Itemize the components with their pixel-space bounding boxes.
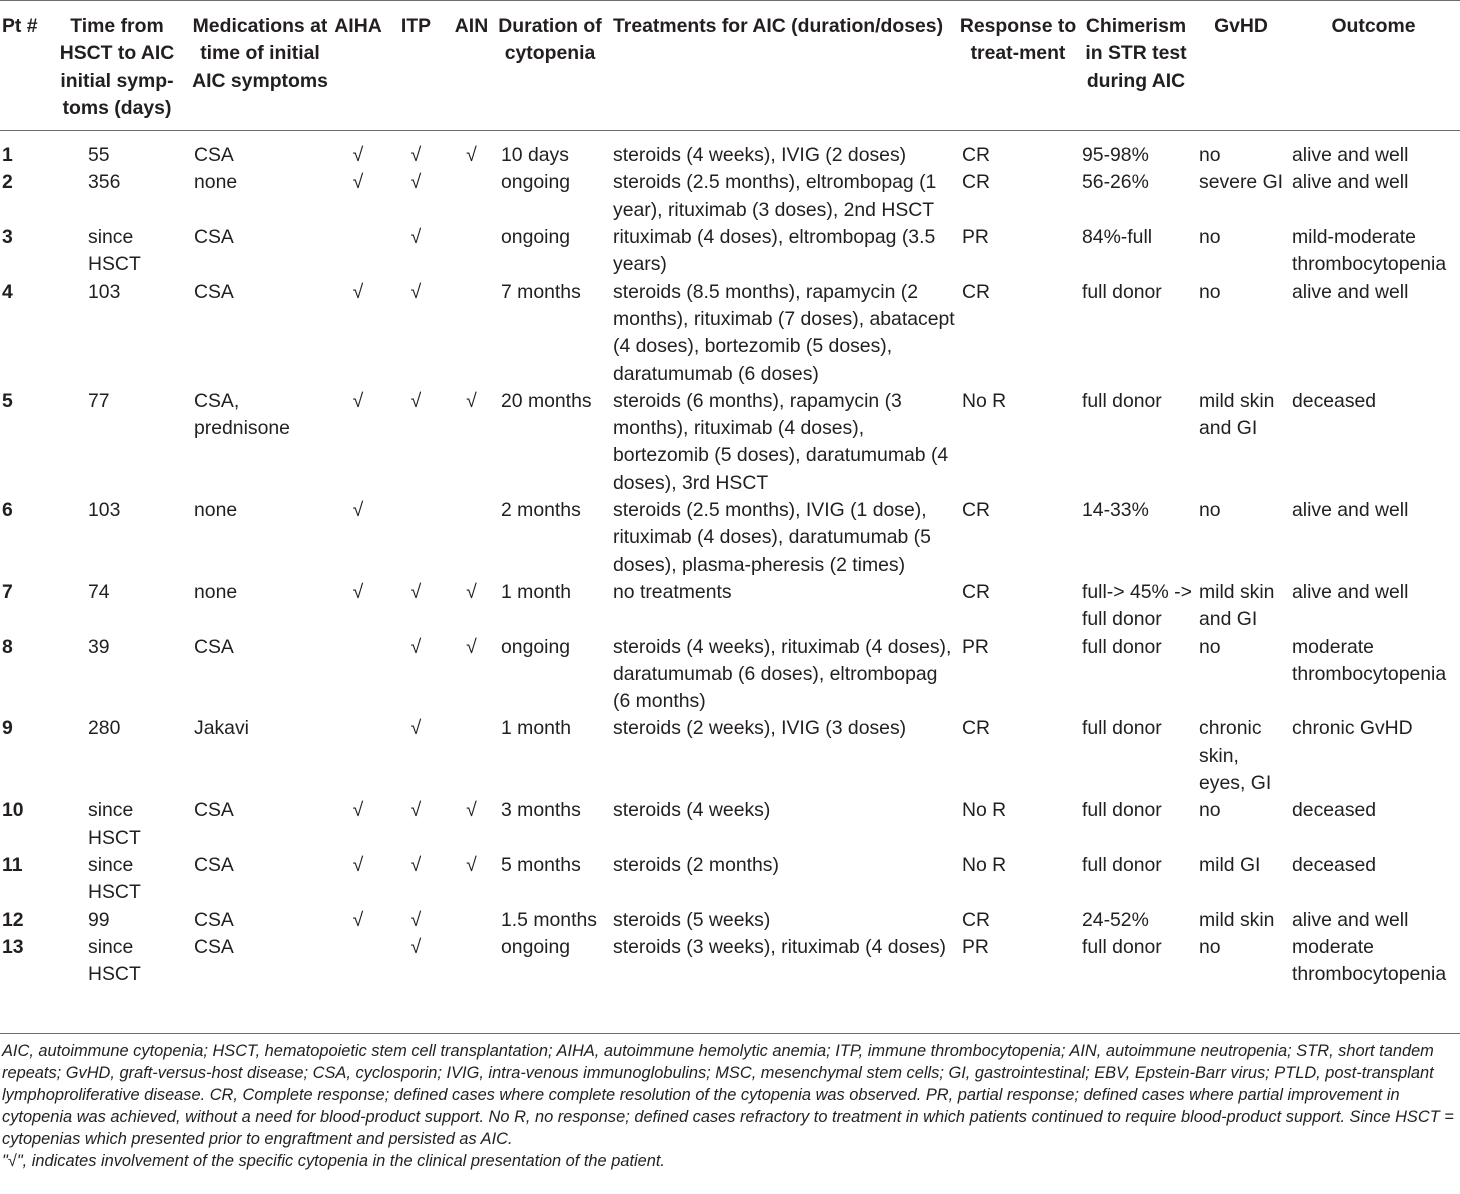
cell-response: PR (962, 226, 989, 249)
table-row (0, 497, 1460, 579)
cell-chimerism: full donor (1082, 799, 1162, 822)
header-duration: Duration of cytopenia (497, 1, 603, 131)
header-time: Time from HSCT to AIC initial symp-toms (days) (44, 1, 190, 131)
cell-outcome: alive and well (1292, 908, 1409, 931)
cell-outcome: alive and well (1292, 499, 1409, 522)
cell-aiha (330, 224, 386, 279)
cell-medications: CSA (194, 226, 234, 249)
cell-itp: √ (410, 935, 422, 958)
cell-pt: 6 (2, 499, 13, 522)
cell-time: 74 (88, 580, 110, 603)
cell-itp: √ (410, 717, 422, 740)
table-row (0, 634, 1460, 716)
cell-gvhd: no (1199, 226, 1221, 249)
cell-duration: ongoing (501, 226, 571, 249)
cell-chimerism: full donor (1082, 280, 1162, 303)
cell-outcome: alive and well (1292, 171, 1409, 194)
cell-itp: √ (410, 853, 422, 876)
cell-gvhd: chronic skin, eyes, GI (1199, 717, 1272, 795)
header-outcome: Outcome (1287, 1, 1460, 131)
header-response: Response to treat-ment (959, 1, 1077, 131)
cell-time: since HSCT (88, 799, 141, 849)
cell-chimerism: full donor (1082, 635, 1162, 658)
cell-medications: none (194, 580, 238, 603)
cell-response: CR (962, 499, 991, 522)
cell-gvhd: no (1199, 280, 1221, 303)
cell-response: No R (962, 389, 1007, 412)
cell-chimerism: full donor (1082, 389, 1162, 412)
table-row (0, 797, 1460, 852)
cell-response: No R (962, 853, 1007, 876)
cell-response: CR (962, 144, 991, 167)
cell-aiha: √ (352, 853, 364, 876)
cell-pt: 7 (2, 580, 13, 603)
cell-treatments: steroids (2 months) (613, 853, 779, 876)
cell-chimerism: 14-33% (1082, 499, 1149, 522)
cell-outcome: deceased (1292, 853, 1377, 876)
cell-medications: CSA (194, 799, 234, 822)
cell-duration: 10 days (501, 144, 569, 167)
header-itp: ITP (386, 1, 446, 131)
table-footnotes (2, 1040, 1458, 1173)
cell-itp: √ (410, 580, 422, 603)
cell-pt: 13 (2, 935, 24, 958)
cell-gvhd: mild skin (1199, 908, 1275, 931)
cell-response: PR (962, 935, 989, 958)
cell-gvhd: no (1199, 799, 1221, 822)
cell-response: CR (962, 280, 991, 303)
cell-time: 103 (88, 280, 121, 303)
cell-treatments: steroids (4 weeks), IVIG (2 doses) (613, 144, 907, 167)
cell-pt: 10 (2, 799, 24, 822)
cell-aiha (330, 715, 386, 797)
abbreviations-footnote: AIC, autoimmune cytopenia; HSCT, hematopoietic stem cell transplantation; AIHA, autoimmune hemolytic anemia; ITP, immune thrombocytopenia; AIN, autoimmune neutropenia; STR, short tandem repeats; GvHD, graft-versus-host disease; CSA, cyclosporin; IVIG, intra-venous immunoglobulins; MSC, mesenchymal stem cells; GI, gastrointestinal; EBV, Epstein-Barr virus; PTLD, post-transplant lymphoproliferative disease. CR, Complete response; defined cases where complete resolution of the cytopenia was observed. PR, partial response; defined cases where partial improvement in cytopenia was achieved, without a need for blood-product support. No R, no response; defined cases refractory to treatment in which patients continued to require blood-product support. Since HSCT = cytopenias which presented prior to engraftment and persisted as AIC. (2, 1042, 1454, 1149)
cell-pt: 8 (2, 635, 13, 658)
cell-itp: √ (410, 280, 422, 303)
table-row (0, 715, 1460, 797)
cell-duration: ongoing (501, 935, 571, 958)
table-row (0, 169, 1460, 224)
header-pt: Pt # (0, 1, 44, 131)
cell-time: since HSCT (88, 853, 141, 904)
cell-medications: none (194, 171, 238, 194)
cell-chimerism: 84%-full (1082, 226, 1153, 249)
cell-ain (446, 497, 497, 579)
cell-itp: √ (410, 389, 422, 412)
header-chimerism: Chimerism in STR test during AIC (1077, 1, 1195, 131)
cell-ain (446, 169, 497, 224)
cell-time: since HSCT (88, 935, 141, 986)
cell-ain: √ (466, 144, 477, 167)
cell-pt: 4 (2, 280, 13, 303)
cell-gvhd: no (1199, 635, 1221, 658)
cell-ain: √ (466, 635, 477, 658)
cell-chimerism: 56-26% (1082, 171, 1149, 194)
cell-itp: √ (410, 226, 422, 249)
cell-time: 55 (88, 144, 110, 167)
cell-aiha: √ (352, 799, 364, 822)
cell-treatments: steroids (8.5 months), rapamycin (2 months), rituximab (7 doses), abatacept (4 doses), bortezomib (5 doses), daratumumab (6 doses) (613, 280, 955, 385)
header-ain: AIN (446, 1, 497, 131)
cell-treatments: rituximab (4 doses), eltrombopag (3.5 years) (613, 226, 936, 276)
cell-pt: 1 (2, 144, 13, 167)
cell-itp: √ (410, 171, 422, 194)
cell-treatments: steroids (3 weeks), rituximab (4 doses) (613, 935, 946, 958)
cell-outcome: alive and well (1292, 144, 1409, 167)
cell-response: CR (962, 171, 991, 194)
cell-chimerism: full-> 45% -> full donor (1082, 580, 1192, 631)
table-row (0, 388, 1460, 497)
cell-outcome: moderate thrombocytopenia (1292, 635, 1447, 685)
cell-ain (446, 224, 497, 279)
cell-gvhd: no (1199, 499, 1221, 522)
cell-ain: √ (466, 799, 477, 822)
cell-aiha: √ (352, 389, 364, 412)
cell-pt: 9 (2, 717, 13, 740)
header-aiha: AIHA (330, 1, 386, 131)
cell-pt: 3 (2, 226, 13, 249)
cell-response: No R (962, 799, 1007, 822)
cell-gvhd: mild skin and GI (1199, 580, 1275, 631)
cell-time: 356 (88, 171, 121, 194)
cell-chimerism: 24-52% (1082, 908, 1149, 931)
cell-ain (446, 907, 497, 934)
checkmark-footnote: "√", indicates involvement of the specific cytopenia in the clinical presentation of the patient. (2, 1152, 665, 1171)
cell-chimerism: full donor (1082, 717, 1162, 740)
table-row (0, 279, 1460, 388)
cell-aiha (330, 634, 386, 716)
cell-treatments: steroids (2.5 months), IVIG (1 dose), rituximab (4 doses), daratumumab (5 doses), plasma-pheresis (2 times) (613, 499, 931, 576)
cell-outcome: alive and well (1292, 580, 1409, 603)
cell-time: 103 (88, 499, 121, 522)
table-row (0, 907, 1460, 934)
cell-time: 280 (88, 717, 121, 740)
cell-duration: 20 months (501, 389, 592, 412)
cell-response: CR (962, 580, 991, 603)
cell-duration: 1 month (501, 580, 572, 603)
cell-pt: 5 (2, 389, 13, 412)
cell-medications: CSA (194, 908, 234, 931)
cell-chimerism: 95-98% (1082, 144, 1149, 167)
cell-treatments: steroids (4 weeks) (613, 799, 771, 822)
cell-outcome: deceased (1292, 799, 1377, 822)
cell-gvhd: severe GI (1199, 171, 1284, 194)
cell-duration: 1.5 months (501, 908, 597, 931)
cell-aiha (330, 934, 386, 997)
cell-pt: 11 (2, 853, 23, 876)
table-row (0, 131, 1460, 170)
cell-aiha: √ (352, 280, 364, 303)
header-row (0, 1, 1460, 131)
cell-medications: CSA (194, 144, 234, 167)
cell-medications: CSA (194, 280, 234, 303)
cell-response: CR (962, 908, 991, 931)
cell-ain (446, 934, 497, 997)
cell-ain (446, 279, 497, 388)
header-medications: Medications at time of initial AIC symptoms (190, 1, 330, 131)
header-treatments: Treatments for AIC (duration/doses) (603, 1, 959, 131)
cell-duration: ongoing (501, 635, 571, 658)
cell-pt: 12 (2, 908, 24, 931)
cell-medications: CSA (194, 853, 234, 876)
cell-outcome: mild-moderate thrombocytopenia (1292, 226, 1447, 276)
cell-aiha: √ (352, 499, 364, 522)
cell-itp: √ (410, 799, 422, 822)
table-row (0, 579, 1460, 634)
cell-response: CR (962, 717, 991, 740)
table-row (0, 934, 1460, 997)
cell-outcome: deceased (1292, 389, 1377, 412)
cell-response: PR (962, 635, 989, 658)
table-row (0, 224, 1460, 279)
table-row (0, 852, 1460, 907)
cell-chimerism: full donor (1082, 935, 1162, 958)
cell-chimerism: full donor (1082, 853, 1162, 876)
cell-itp (386, 497, 446, 579)
cell-gvhd: no (1199, 935, 1221, 958)
cell-treatments: steroids (6 months), rapamycin (3 months), rituximab (4 doses), bortezomib (5 doses), daratumumab (4 doses), 3rd HSCT (613, 389, 949, 494)
cell-duration: 2 months (501, 499, 581, 522)
cell-ain: √ (466, 389, 477, 412)
cell-treatments: steroids (2.5 months), eltrombopag (1 year), rituximab (3 doses), 2nd HSCT (613, 171, 937, 221)
cell-treatments: no treatments (613, 580, 732, 603)
cell-itp: √ (410, 635, 422, 658)
cell-pt: 2 (2, 171, 13, 194)
cell-duration: 7 months (501, 280, 581, 303)
table-bottom-rule (0, 1033, 1460, 1034)
header-gvhd: GvHD (1195, 1, 1287, 131)
cell-treatments: steroids (2 weeks), IVIG (3 doses) (613, 717, 907, 740)
cell-medications: CSA (194, 935, 234, 958)
cell-ain (446, 715, 497, 797)
cell-aiha: √ (352, 908, 364, 931)
cell-gvhd: mild GI (1199, 853, 1261, 876)
cell-outcome: alive and well (1292, 280, 1409, 303)
cell-medications: none (194, 499, 238, 522)
cell-time: 77 (88, 389, 110, 412)
cell-ain: √ (466, 580, 477, 603)
cell-outcome: chronic GvHD (1292, 717, 1413, 740)
cell-ain: √ (466, 853, 477, 876)
cell-duration: 5 months (501, 853, 581, 876)
cell-time: 39 (88, 635, 110, 658)
cell-time: 99 (88, 908, 110, 931)
cell-gvhd: no (1199, 144, 1221, 167)
cell-aiha: √ (352, 171, 364, 194)
cell-time: since HSCT (88, 226, 141, 276)
cell-duration: ongoing (501, 171, 571, 194)
cell-gvhd: mild skin and GI (1199, 389, 1275, 440)
cell-outcome: moderate thrombocytopenia (1292, 935, 1447, 986)
cell-treatments: steroids (5 weeks) (613, 908, 771, 931)
cell-medications: CSA (194, 635, 234, 658)
cell-aiha: √ (352, 144, 364, 167)
cell-duration: 3 months (501, 799, 581, 822)
cell-treatments: steroids (4 weeks), rituximab (4 doses), daratumumab (6 doses), eltrombopag (6 months) (613, 635, 952, 713)
cell-medications: CSA, prednisone (194, 389, 290, 440)
cell-itp: √ (410, 144, 422, 167)
cell-aiha: √ (352, 580, 364, 603)
cell-duration: 1 month (501, 717, 572, 740)
cell-medications: Jakavi (194, 717, 249, 740)
cell-itp: √ (410, 908, 422, 931)
